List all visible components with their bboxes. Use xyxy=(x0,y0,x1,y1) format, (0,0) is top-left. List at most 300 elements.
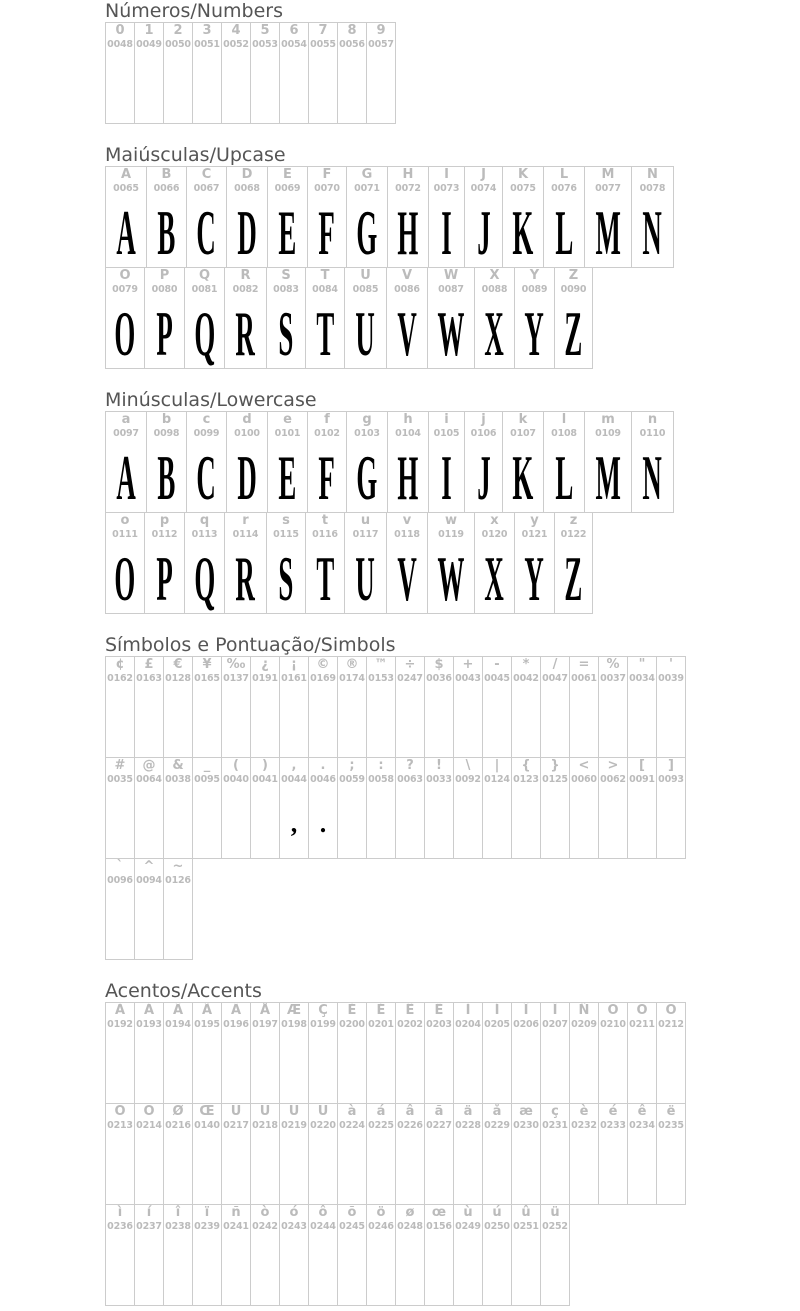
glyph-sample: A xyxy=(116,442,136,513)
glyph-cell xyxy=(569,1103,599,1205)
character-label: © xyxy=(316,657,330,672)
char-code-label: 0233 xyxy=(600,1120,626,1131)
glyph-cell xyxy=(308,757,338,859)
glyph-cell xyxy=(598,1103,628,1205)
glyph-cell xyxy=(569,656,599,758)
character-label: ¿ xyxy=(261,657,269,672)
character-label: ; xyxy=(349,758,355,773)
glyph-cell xyxy=(105,1002,135,1104)
char-code-label: 0086 xyxy=(394,284,420,295)
glyph-cell xyxy=(192,1204,222,1306)
glyph-preview xyxy=(145,298,184,369)
character-label: Ü xyxy=(317,1104,329,1119)
char-code-label: 0093 xyxy=(658,774,684,785)
char-code-label: 0045 xyxy=(484,673,510,684)
glyph-sample: R xyxy=(235,298,256,369)
glyph-sample: T xyxy=(316,298,334,369)
character-label: l xyxy=(561,412,567,427)
character-label: Ò xyxy=(607,1003,619,1018)
glyph-preview xyxy=(308,197,346,268)
glyph-cell xyxy=(221,1204,251,1306)
glyph-cell xyxy=(514,512,555,614)
glyph-cell xyxy=(105,411,147,513)
char-code-label: 0239 xyxy=(194,1221,220,1232)
glyph-cell xyxy=(134,1002,164,1104)
character-label: Ô xyxy=(665,1003,677,1018)
glyph-cell xyxy=(502,166,544,268)
glyph-cell xyxy=(105,512,145,614)
glyph-cell xyxy=(631,411,674,513)
char-code-label: 0058 xyxy=(368,774,394,785)
character-label: Õ xyxy=(114,1104,126,1119)
character-label: m xyxy=(601,412,615,427)
char-code-label: 0243 xyxy=(281,1221,307,1232)
character-label: ¥ xyxy=(202,657,212,672)
glyph-cell xyxy=(192,22,222,124)
char-code-label: 0063 xyxy=(397,774,423,785)
char-code-label: 0088 xyxy=(481,284,508,295)
glyph-preview xyxy=(503,442,543,513)
glyph-cell xyxy=(453,656,483,758)
glyph-cell xyxy=(627,1002,657,1104)
glyph-sample: G xyxy=(356,197,378,268)
char-code-label: 0118 xyxy=(394,529,420,540)
char-code-label: 0195 xyxy=(194,1019,220,1030)
glyph-preview xyxy=(187,442,226,513)
char-code-label: 0069 xyxy=(274,183,301,194)
character-label: ™ xyxy=(374,657,388,672)
char-code-label: 0035 xyxy=(107,774,133,785)
char-code-label: 0191 xyxy=(252,673,278,684)
character-label: Ñ xyxy=(578,1003,590,1018)
glyph-sample: K xyxy=(512,197,534,268)
glyph-preview xyxy=(227,197,267,268)
char-code-label: 0137 xyxy=(223,673,249,684)
character-label: @ xyxy=(142,758,156,773)
character-label: . xyxy=(320,758,326,773)
char-code-label: 0210 xyxy=(600,1019,626,1030)
glyph-preview xyxy=(306,298,344,369)
char-code-label: 0196 xyxy=(223,1019,249,1030)
glyph-cell xyxy=(395,656,425,758)
char-code-label: 0100 xyxy=(234,428,260,439)
char-code-label: 0120 xyxy=(481,529,508,540)
glyph-sample: C xyxy=(196,197,217,268)
glyph-cell xyxy=(250,757,280,859)
glyph-cell xyxy=(511,1103,541,1205)
char-code-label: 0095 xyxy=(194,774,220,785)
character-label: Í xyxy=(494,1003,500,1018)
glyph-cell xyxy=(482,1103,512,1205)
character-label: $ xyxy=(434,657,444,672)
character-label: è xyxy=(579,1104,589,1119)
character-label: ú xyxy=(492,1205,502,1220)
char-code-label: 0105 xyxy=(433,428,460,439)
char-code-label: 0104 xyxy=(395,428,421,439)
character-label: - xyxy=(494,657,500,672)
glyph-preview xyxy=(268,442,307,513)
char-code-label: 0237 xyxy=(136,1221,162,1232)
character-label: g xyxy=(362,412,372,427)
glyph-preview xyxy=(515,543,554,614)
character-label: | xyxy=(494,758,500,773)
char-code-label: 0109 xyxy=(595,428,621,439)
glyph-grid xyxy=(105,1002,685,1305)
glyph-sample: P xyxy=(156,298,173,369)
character-label: \ xyxy=(465,758,471,773)
glyph-cell xyxy=(221,1002,251,1104)
char-code-label: 0153 xyxy=(368,673,394,684)
glyph-cell xyxy=(424,656,454,758)
glyph-cell xyxy=(474,512,515,614)
character-label: } xyxy=(550,758,560,773)
character-label: œ xyxy=(431,1205,447,1220)
char-code-label: 0117 xyxy=(352,529,379,540)
char-code-label: 0245 xyxy=(339,1221,365,1232)
glyph-cell xyxy=(656,757,686,859)
glyph-cell xyxy=(344,512,387,614)
glyph-sample: S xyxy=(278,298,294,369)
glyph-cell xyxy=(279,656,309,758)
char-code-label: 0091 xyxy=(629,774,655,785)
character-label: [ xyxy=(639,758,645,773)
glyph-cell xyxy=(428,411,465,513)
character-label: z xyxy=(569,513,578,528)
glyph-preview xyxy=(544,197,584,268)
character-label: € xyxy=(173,657,183,672)
glyph-sample: B xyxy=(157,197,176,268)
char-code-label: 0064 xyxy=(136,774,162,785)
glyph-sample: N xyxy=(642,197,663,268)
lowercase-section xyxy=(105,389,673,613)
glyph-cell xyxy=(511,656,541,758)
char-code-label: 0248 xyxy=(397,1221,423,1232)
glyph-cell xyxy=(163,656,193,758)
glyph-cell xyxy=(387,166,429,268)
character-label: £ xyxy=(144,657,154,672)
character-label: M xyxy=(601,167,615,182)
character-label: È xyxy=(347,1003,357,1018)
character-label: 7 xyxy=(318,23,328,38)
glyph-cell xyxy=(192,656,222,758)
character-label: Ú xyxy=(259,1104,271,1119)
char-code-label: 0169 xyxy=(310,673,336,684)
character-label: ë xyxy=(666,1104,676,1119)
char-code-label: 0092 xyxy=(455,774,481,785)
character-label: k xyxy=(518,412,528,427)
glyph-cell xyxy=(226,166,268,268)
glyph-sample: C xyxy=(196,442,217,513)
glyph-preview xyxy=(428,543,474,614)
character-label: I xyxy=(444,167,449,182)
glyph-cell xyxy=(395,1002,425,1104)
char-code-label: 0056 xyxy=(339,39,365,50)
char-code-label: 0097 xyxy=(113,428,139,439)
glyph-sample: H xyxy=(397,197,419,268)
glyph-preview xyxy=(555,298,592,369)
glyph-cell xyxy=(226,411,268,513)
character-label: Z xyxy=(568,268,579,283)
char-code-label: 0234 xyxy=(629,1120,655,1131)
character-label: R xyxy=(240,268,251,283)
glyph-preview xyxy=(267,543,305,614)
character-label: û xyxy=(521,1205,531,1220)
character-label: H xyxy=(402,167,414,182)
char-code-label: 0203 xyxy=(426,1019,452,1030)
character-label: d xyxy=(242,412,252,427)
glyph-cell xyxy=(250,22,280,124)
character-label: D xyxy=(241,167,253,182)
glyph-preview xyxy=(465,442,502,513)
glyph-cell xyxy=(337,757,367,859)
glyph-sample: F xyxy=(318,442,336,513)
character-label: ~ xyxy=(172,859,184,874)
glyph-cell xyxy=(105,858,135,960)
character-label: 1 xyxy=(144,23,154,38)
character-label: 0 xyxy=(115,23,125,38)
glyph-cell xyxy=(307,411,347,513)
char-code-label: 0065 xyxy=(113,183,139,194)
char-code-label: 0211 xyxy=(629,1019,655,1030)
glyph-preview xyxy=(185,543,224,614)
char-code-label: 0034 xyxy=(629,673,655,684)
glyph-cell xyxy=(186,411,227,513)
char-code-label: 0044 xyxy=(281,774,307,785)
glyph-cell xyxy=(598,656,628,758)
character-label: ¢ xyxy=(115,657,125,672)
numbers-section xyxy=(105,0,395,123)
glyph-sample: S xyxy=(278,543,294,614)
char-code-label: 0070 xyxy=(314,183,340,194)
glyph-cell xyxy=(250,656,280,758)
glyph-cell xyxy=(192,1103,222,1205)
char-code-label: 0077 xyxy=(595,183,621,194)
glyph-preview xyxy=(347,442,387,513)
glyph-cell xyxy=(105,757,135,859)
glyph-sample: E xyxy=(278,197,297,268)
glyph-preview xyxy=(632,442,673,513)
glyph-sample: X xyxy=(484,298,505,369)
glyph-cell xyxy=(482,1204,512,1306)
character-label: : xyxy=(378,758,384,773)
char-code-label: 0037 xyxy=(600,673,626,684)
glyph-cell xyxy=(395,757,425,859)
char-code-label: 0214 xyxy=(136,1120,162,1131)
character-label: à xyxy=(347,1104,357,1119)
glyph-row xyxy=(105,656,685,757)
glyph-cell xyxy=(105,22,135,124)
character-label: + xyxy=(462,657,474,672)
glyph-preview xyxy=(267,298,305,369)
char-code-label: 0247 xyxy=(397,673,423,684)
character-label: Ç xyxy=(318,1003,328,1018)
glyph-preview xyxy=(185,298,224,369)
glyph-cell xyxy=(186,166,227,268)
char-code-label: 0219 xyxy=(281,1120,307,1131)
char-code-label: 0119 xyxy=(438,529,464,540)
char-code-label: 0099 xyxy=(193,428,220,439)
glyph-cell xyxy=(224,267,267,369)
character-label: , xyxy=(291,758,297,773)
character-label: Ù xyxy=(230,1104,242,1119)
glyph-preview xyxy=(475,298,514,369)
glyph-preview xyxy=(308,442,346,513)
char-code-label: 0252 xyxy=(542,1221,568,1232)
char-code-label: 0059 xyxy=(339,774,365,785)
char-code-label: 0110 xyxy=(639,428,666,439)
glyph-preview xyxy=(387,298,427,369)
glyph-sample: R xyxy=(235,543,256,614)
character-label: í xyxy=(146,1205,152,1220)
glyph-cell xyxy=(427,512,475,614)
glyph-cell xyxy=(163,1002,193,1104)
char-code-label: 0128 xyxy=(165,673,191,684)
glyph-cell xyxy=(224,512,267,614)
glyph-cell xyxy=(569,757,599,859)
glyph-preview xyxy=(106,442,146,513)
glyph-cell xyxy=(105,656,135,758)
char-code-label: 0162 xyxy=(107,673,133,684)
character-label: ñ xyxy=(231,1205,241,1220)
glyph-sample: J xyxy=(476,442,491,513)
glyph-cell xyxy=(279,1002,309,1104)
glyph-cell xyxy=(305,267,345,369)
character-label: & xyxy=(172,758,184,773)
glyph-cell xyxy=(540,1002,570,1104)
character-label: _ xyxy=(203,758,211,773)
glyph-cell xyxy=(569,1002,599,1104)
glyph-preview xyxy=(147,197,186,268)
glyph-preview xyxy=(347,197,387,268)
char-code-label: 0197 xyxy=(252,1019,278,1030)
glyph-cell xyxy=(105,1204,135,1306)
char-code-label: 0238 xyxy=(165,1221,191,1232)
character-label: Y xyxy=(529,268,540,283)
glyph-cell xyxy=(221,757,251,859)
char-code-label: 0250 xyxy=(484,1221,510,1232)
char-code-label: 0085 xyxy=(352,284,379,295)
glyph-cell xyxy=(453,757,483,859)
char-code-label: 0098 xyxy=(153,428,180,439)
character-label: á xyxy=(376,1104,386,1119)
char-code-label: 0249 xyxy=(455,1221,481,1232)
glyph-sample: U xyxy=(355,298,376,369)
character-label: å xyxy=(492,1104,502,1119)
glyph-cell xyxy=(221,1103,251,1205)
glyph-cell xyxy=(631,166,674,268)
char-code-label: 0217 xyxy=(223,1120,249,1131)
glyph-cell xyxy=(307,166,347,268)
glyph-cell xyxy=(337,1204,367,1306)
character-label: s xyxy=(282,513,290,528)
character-label: Ê xyxy=(405,1003,415,1018)
glyph-preview xyxy=(515,298,554,369)
char-code-label: 0101 xyxy=(274,428,301,439)
glyph-preview xyxy=(388,442,428,513)
glyph-row xyxy=(105,22,395,123)
char-code-label: 0038 xyxy=(165,774,191,785)
character-label: â xyxy=(405,1104,415,1119)
char-code-label: 0081 xyxy=(191,284,218,295)
character-label: 9 xyxy=(376,23,386,38)
glyph-cell xyxy=(184,512,225,614)
glyph-preview xyxy=(345,543,386,614)
glyph-cell xyxy=(266,512,306,614)
character-label: ' xyxy=(669,657,673,672)
glyph-cell xyxy=(474,267,515,369)
glyph-sample: E xyxy=(278,442,297,513)
character-label: y xyxy=(530,513,539,528)
character-label: E xyxy=(283,167,292,182)
character-label: K xyxy=(517,167,529,182)
glyph-cell xyxy=(221,22,251,124)
character-label: v xyxy=(402,513,412,528)
char-code-label: 0231 xyxy=(542,1120,568,1131)
glyph-cell xyxy=(554,512,593,614)
glyph-preview xyxy=(585,197,631,268)
char-code-label: 0161 xyxy=(281,673,307,684)
character-label: i xyxy=(444,412,449,427)
char-code-label: 0079 xyxy=(112,284,138,295)
character-label: ü xyxy=(550,1205,560,1220)
character-label: 5 xyxy=(260,23,270,38)
glyph-cell xyxy=(221,656,251,758)
char-code-label: 0115 xyxy=(273,529,299,540)
glyph-sample: V xyxy=(397,298,417,369)
glyph-row xyxy=(105,757,685,858)
char-code-label: 0212 xyxy=(658,1019,684,1030)
character-label: G xyxy=(361,167,373,182)
char-code-label: 0072 xyxy=(395,183,421,194)
char-code-label: 0047 xyxy=(542,673,568,684)
glyph-sample: Z xyxy=(564,543,583,614)
char-code-label: 0053 xyxy=(252,39,278,50)
character-label: Ï xyxy=(552,1003,558,1018)
character-label: J xyxy=(481,167,486,182)
section-title: Acentos/Accents xyxy=(105,980,262,1002)
glyph-cell xyxy=(146,166,187,268)
char-code-label: 0050 xyxy=(165,39,191,50)
char-code-label: 0165 xyxy=(194,673,220,684)
glyph-sample: M xyxy=(595,442,621,513)
glyph-cell xyxy=(482,656,512,758)
character-label: % xyxy=(606,657,620,672)
glyph-sample: T xyxy=(316,543,334,614)
glyph-cell xyxy=(366,656,396,758)
char-code-label: 0055 xyxy=(310,39,336,50)
glyph-preview xyxy=(306,543,344,614)
glyph-cell xyxy=(105,166,147,268)
char-code-label: 0048 xyxy=(107,39,133,50)
character-label: õ xyxy=(347,1205,357,1220)
glyph-sample: G xyxy=(356,442,378,513)
char-code-label: 0049 xyxy=(136,39,162,50)
character-label: e xyxy=(283,412,292,427)
glyph-cell xyxy=(540,656,570,758)
glyph-preview xyxy=(147,442,186,513)
char-code-label: 0082 xyxy=(232,284,259,295)
char-code-label: 0121 xyxy=(521,529,548,540)
char-code-label: 0060 xyxy=(571,774,597,785)
glyph-row xyxy=(105,1103,685,1204)
glyph-row xyxy=(105,858,685,959)
character-label: # xyxy=(114,758,126,773)
char-code-label: 0046 xyxy=(310,774,336,785)
character-label: C xyxy=(201,167,212,182)
char-code-label: 0075 xyxy=(510,183,536,194)
char-code-label: 0156 xyxy=(426,1221,452,1232)
char-code-label: 0062 xyxy=(600,774,626,785)
